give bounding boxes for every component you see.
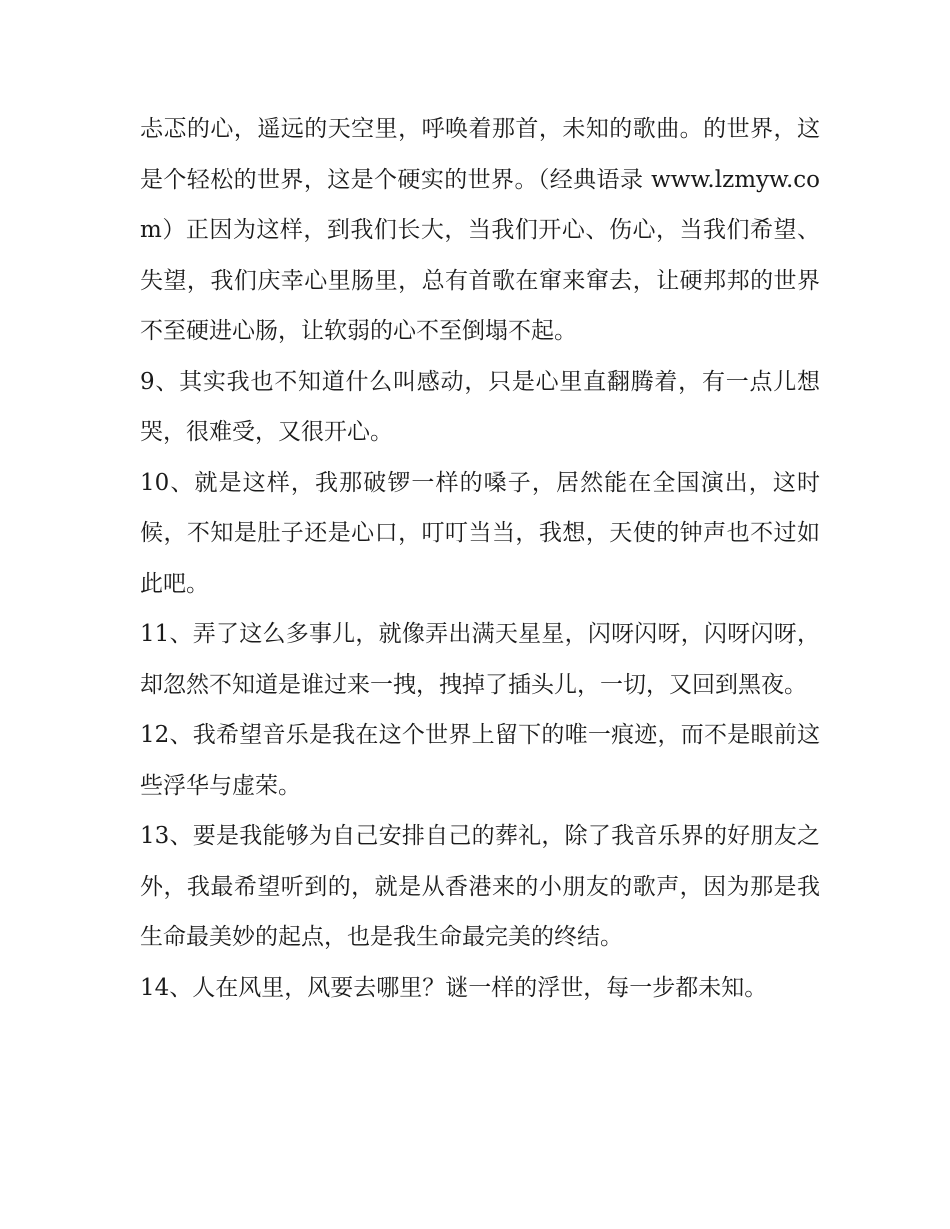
paragraph-13: 13、要是我能够为自己安排自己的葬礼，除了我音乐界的好朋友之外，我最希望听到的，就是从香港来的小朋友的歌声，因为那是我生命最美妙的起点，也是我生命最完美的终结。 xyxy=(140,823,820,950)
paragraph-10: 10、就是这样，我那破锣一样的嗓子，居然能在全国演出，这时候，不知是肚子还是心口，叮叮当当，我想，天使的钟声也不过如此吧。 xyxy=(140,469,820,597)
paragraph-14: 14、人在风里，风要去哪里？谜一样的浮世，每一步都未知。 xyxy=(140,974,768,1001)
paragraph-12: 12、我希望音乐是我在这个世界上留下的唯一痕迹，而不是眼前这些浮华与虚荣。 xyxy=(140,722,820,799)
paragraph-continued: 忐忑的心，遥远的天空里，呼唤着那首，未知的歌曲。的世界，这是个轻松的世界，这是个硬实的世界。（经典语录 www.lzmyw.com）正因为这样，到我们长大，当我们开心、伤心，当我们希望、失望，我们庆幸心里肠里，总有首歌在窜来窜去，让硬邦邦的世界不至硬进心肠，让软弱的心不至倒塌不起。 xyxy=(140,116,820,344)
document-body xyxy=(140,104,820,1013)
paragraph-9: 9、其实我也不知道什么叫感动，只是心里直翻腾着，有一点儿想哭，很难受，又很开心。 xyxy=(140,368,820,445)
paragraph-11: 11、弄了这么多事儿，就像弄出满天星星，闪呀闪呀，闪呀闪呀，却忽然不知道是谁过来一拽，拽掉了插头儿，一切，又回到黑夜。 xyxy=(140,621,820,698)
